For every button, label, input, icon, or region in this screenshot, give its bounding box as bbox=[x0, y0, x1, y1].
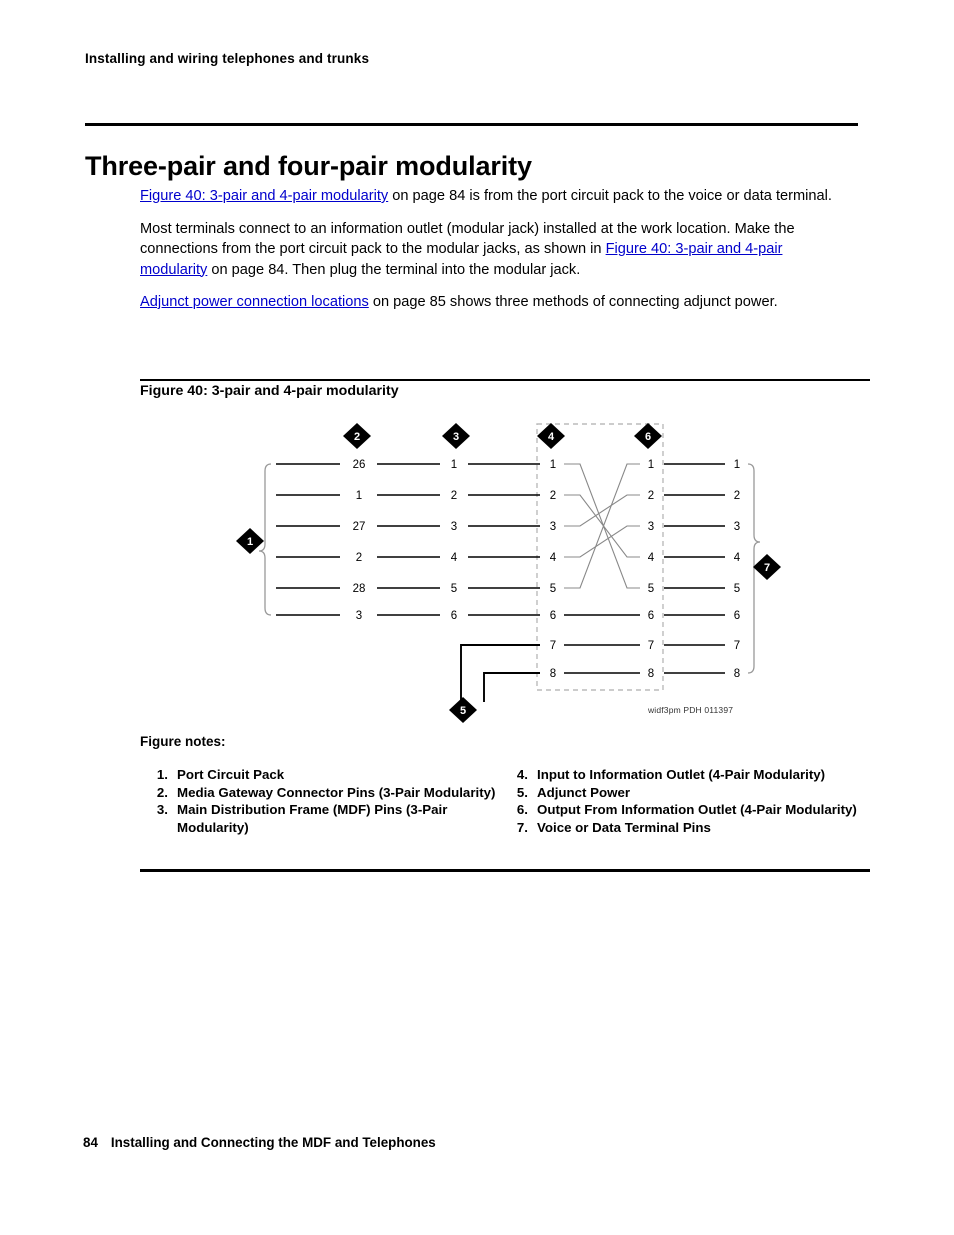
mdf-pin-4: 4 bbox=[450, 552, 458, 564]
paragraph-2-lead: Most terminals connect to an information outlet (modular jack) installed at the work location. Make the connections from the port circuit pack to the modular jacks, as shown in bbox=[140, 220, 795, 257]
outlet-in-pin-6: 6 bbox=[549, 610, 557, 622]
pin-labels bbox=[353, 459, 741, 680]
outlet-in-pin-2: 2 bbox=[549, 490, 557, 502]
outlet-in-pin-1: 1 bbox=[549, 459, 557, 471]
callout-5-label: 5 bbox=[459, 705, 467, 717]
note-number: 6. bbox=[516, 802, 528, 818]
terminal-pin-2: 2 bbox=[733, 490, 741, 502]
figure-40-link-1[interactable]: Figure 40: 3-pair and 4-pair modularity bbox=[140, 188, 389, 204]
callout-6-label: 6 bbox=[644, 431, 652, 443]
body-text bbox=[140, 186, 852, 325]
callout-markers bbox=[236, 423, 781, 723]
figure-notes-left-column bbox=[140, 766, 500, 836]
outlet-in-pin-7: 7 bbox=[549, 640, 557, 652]
figure-notes-right-column bbox=[500, 766, 860, 836]
paragraph-2 bbox=[140, 219, 852, 281]
page-title: Three-pair and four-pair modularity bbox=[85, 151, 532, 182]
figure-id-text: widf3pm PDH 011397 bbox=[648, 705, 734, 715]
mg-pin-3: 27 bbox=[352, 521, 366, 533]
outlet-out-pin-1: 1 bbox=[647, 459, 655, 471]
outlet-out-pin-7: 7 bbox=[647, 640, 655, 652]
note-item bbox=[140, 801, 500, 836]
note-text: Voice or Data Terminal Pins bbox=[537, 819, 711, 835]
footer-title: Installing and Connecting the MDF and Telephones bbox=[110, 1135, 436, 1150]
note-text: Input to Information Outlet (4-Pair Modularity) bbox=[537, 767, 826, 782]
paragraph-3-rest: on page 85 shows three methods of connecting adjunct power. bbox=[368, 294, 778, 310]
callout-2 bbox=[343, 423, 371, 449]
note-number: 2. bbox=[156, 784, 168, 800]
mg-pin-2: 1 bbox=[355, 490, 363, 502]
note-text: Adjunct Power bbox=[537, 784, 631, 800]
paragraph-2-rest: on page 84. Then plug the terminal into the modular jack. bbox=[207, 261, 581, 278]
callout-2-label: 2 bbox=[353, 431, 361, 443]
note-number: 4. bbox=[516, 767, 528, 782]
callout-4 bbox=[537, 423, 565, 449]
outlet-out-pin-8: 8 bbox=[647, 668, 655, 680]
callout-6 bbox=[634, 423, 662, 449]
footer-page-number: 84 bbox=[83, 1135, 98, 1150]
wire-segments-left bbox=[276, 464, 540, 615]
straight-through-wires bbox=[564, 615, 640, 673]
terminal-pin-4: 4 bbox=[733, 552, 741, 564]
wire-segments-right bbox=[664, 464, 725, 673]
outlet-out-pin-6: 6 bbox=[647, 610, 655, 622]
mdf-pin-6: 6 bbox=[450, 610, 458, 622]
terminal-pin-8: 8 bbox=[733, 668, 741, 680]
note-item bbox=[140, 766, 500, 784]
running-head: Installing and wiring telephones and trunks bbox=[85, 51, 370, 66]
mg-pin-5: 28 bbox=[352, 583, 366, 595]
outlet-out-pin-2: 2 bbox=[647, 490, 655, 502]
figure-40-link-2[interactable]: Figure 40: 3-pair and 4-pair modularity bbox=[140, 241, 783, 278]
callout-3-label: 3 bbox=[452, 431, 460, 443]
mdf-pin-3: 3 bbox=[450, 521, 458, 533]
paragraph-1 bbox=[140, 186, 852, 207]
note-number: 1. bbox=[156, 767, 168, 782]
callout-7 bbox=[753, 554, 781, 580]
note-text: Output From Information Outlet (4-Pair Modularity) bbox=[537, 802, 857, 818]
note-text: Main Distribution Frame (MDF) Pins (3-Pair Modularity) bbox=[177, 802, 448, 835]
mg-pin-1: 26 bbox=[352, 459, 366, 471]
adjunct-power-leads bbox=[461, 645, 540, 702]
paragraph-1-rest: on page 84 is from the port circuit pack to the voice or data terminal. bbox=[388, 188, 832, 204]
mdf-pin-5: 5 bbox=[450, 583, 458, 595]
note-number: 3. bbox=[156, 802, 168, 818]
callout-4-label: 4 bbox=[547, 431, 555, 443]
note-text: Port Circuit Pack bbox=[177, 767, 285, 782]
callout-3 bbox=[442, 423, 470, 449]
note-item bbox=[500, 801, 860, 819]
callout-1 bbox=[236, 528, 264, 554]
mg-pin-6: 3 bbox=[355, 610, 363, 622]
note-item bbox=[500, 766, 860, 784]
figure-caption: Figure 40: 3-pair and 4-pair modularity bbox=[140, 383, 399, 399]
figure-notes-bottom-rule bbox=[140, 869, 870, 872]
outlet-out-pin-4: 4 bbox=[647, 552, 655, 564]
header-rule bbox=[85, 123, 858, 126]
note-item bbox=[140, 784, 500, 802]
mdf-pin-1: 1 bbox=[450, 459, 458, 471]
callout-7-label: 7 bbox=[763, 562, 771, 574]
outlet-out-pin-5: 5 bbox=[647, 583, 655, 595]
crossover-wires bbox=[564, 464, 640, 588]
outlet-in-pin-4: 4 bbox=[549, 552, 557, 564]
terminal-pin-7: 7 bbox=[733, 640, 741, 652]
page-footer bbox=[83, 1135, 436, 1150]
terminal-pin-5: 5 bbox=[733, 583, 741, 595]
figure-40-diagram bbox=[140, 410, 870, 725]
outlet-in-pin-5: 5 bbox=[549, 583, 557, 595]
outlet-in-pin-3: 3 bbox=[549, 521, 557, 533]
figure-notes bbox=[140, 766, 870, 836]
outlet-out-pin-3: 3 bbox=[647, 521, 655, 533]
modularity-wiring-svg bbox=[140, 410, 870, 725]
terminal-pin-3: 3 bbox=[733, 521, 741, 533]
mdf-pin-2: 2 bbox=[450, 490, 458, 502]
paragraph-3 bbox=[140, 292, 852, 313]
callout-5 bbox=[449, 697, 477, 723]
terminal-pin-1: 1 bbox=[733, 459, 741, 471]
note-item bbox=[500, 784, 860, 802]
mg-pin-4: 2 bbox=[355, 552, 363, 564]
note-text: Media Gateway Connector Pins (3-Pair Modularity) bbox=[177, 784, 496, 800]
figure-top-rule bbox=[140, 379, 870, 381]
note-item bbox=[500, 819, 860, 837]
note-number: 5. bbox=[516, 784, 528, 800]
figure-notes-title: Figure notes: bbox=[140, 734, 226, 749]
callout-1-label: 1 bbox=[246, 536, 254, 548]
outlet-in-pin-8: 8 bbox=[549, 668, 557, 680]
terminal-pin-6: 6 bbox=[733, 610, 741, 622]
note-number: 7. bbox=[516, 819, 528, 835]
adjunct-power-link[interactable]: Adjunct power connection locations bbox=[140, 294, 369, 310]
